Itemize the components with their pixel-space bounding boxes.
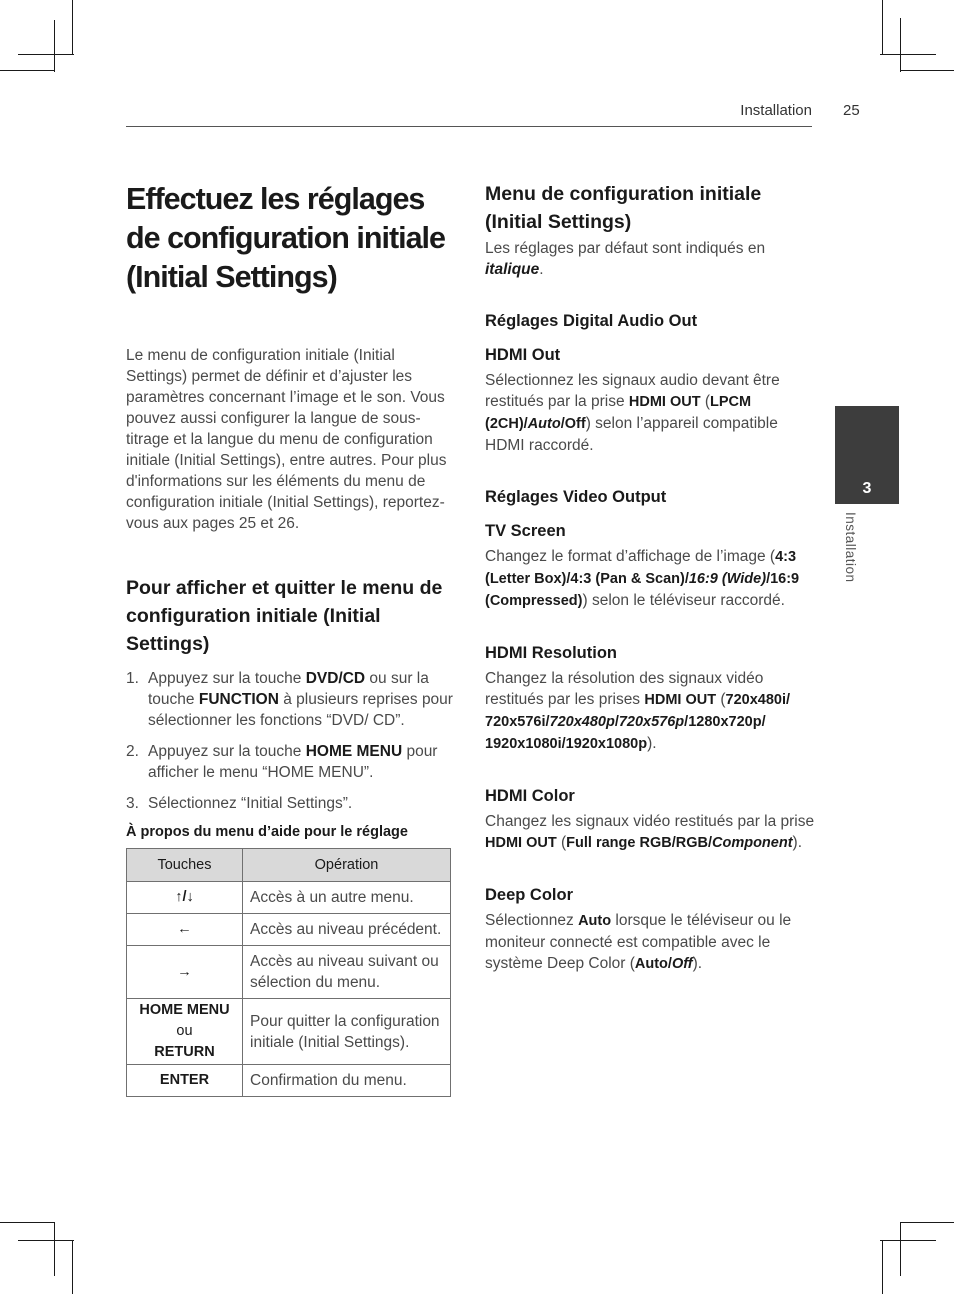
- item-desc-hdmi-resolution: Changez la résolution des signaux vidéo restitués par les prises HDMI OUT (720x480i/ 720x576i/720x480p/720x576p/1280x720p/ 1920x1080i/1920x1080p).: [485, 670, 791, 752]
- item-desc-deep-color: Sélectionnez Auto lorsque le téléviseur ou le moniteur connecté est compatible avec le système Deep Color (Auto/Off).: [485, 912, 792, 972]
- table-row: [127, 1065, 451, 1097]
- crop-mark: [882, 0, 883, 55]
- table-caption: À propos du menu d’aide pour le réglage: [126, 824, 408, 840]
- chapter-side-label: Installation: [843, 512, 858, 583]
- crop-mark: [18, 54, 74, 55]
- crop-mark: [72, 1240, 73, 1294]
- section-video-output: Réglages Video Output: [485, 488, 667, 506]
- running-header: Installation: [740, 102, 812, 119]
- crop-mark: [900, 18, 901, 72]
- table-row: [127, 999, 451, 1065]
- table-header-row: [127, 849, 451, 882]
- table-row: [127, 946, 451, 999]
- section-title-open-close: Pour afficher et quitter le menu de configuration initiale (Initial Settings): [126, 577, 443, 655]
- left-arrow-icon: ←: [127, 914, 243, 946]
- section-title-menu: Menu de configuration initiale (Initial Settings): [485, 183, 762, 233]
- defaults-note: Les réglages par défaut sont indiqués en italique.: [485, 240, 766, 278]
- crop-mark: [900, 70, 954, 71]
- table-cell: Accès à un autre menu.: [243, 882, 451, 914]
- crop-mark: [882, 1240, 883, 1294]
- item-desc-hdmi-out: Sélectionnez les signaux audio devant être restitués par la prise HDMI OUT (LPCM (2CH)/Auto/Off) selon l’appareil compatible HDMI raccordé.: [485, 372, 780, 454]
- left-column: [126, 180, 456, 1097]
- crop-mark: [880, 1240, 936, 1241]
- up-down-arrow-icon: ↑/↓: [127, 882, 243, 914]
- right-column: [485, 180, 815, 975]
- page-title: Effectuez les réglages de configuration initiale (Initial Settings): [126, 182, 445, 294]
- crop-mark: [900, 1222, 954, 1223]
- crop-mark: [880, 54, 936, 55]
- item-desc-hdmi-color: Changez les signaux vidéo restitués par la prise HDMI OUT (Full range RGB/RGB/Component).: [485, 813, 815, 851]
- table-cell: Accès au niveau suivant ou sélection du menu.: [243, 946, 451, 999]
- item-title-tv-screen: TV Screen: [485, 522, 566, 540]
- section-digital-audio-out: Réglages Digital Audio Out: [485, 312, 698, 330]
- intro-paragraph: Le menu de configuration initiale (Initial Settings) permet de définir et d’ajuster les paramètres concernant l’image et le son. Vous pouvez aussi configurer la langue de sous-titrage et la langue du menu de configuration initiale (Initial Settings), entre autres. Pour plus d'informations sur les éléments du menu de configuration initiale (Initial Settings), reportez-vous aux pages 25 et 26.: [126, 347, 447, 532]
- item-title-deep-color: Deep Color: [485, 886, 574, 904]
- crop-mark: [900, 1222, 901, 1276]
- right-arrow-icon: →: [127, 946, 243, 999]
- crop-mark: [54, 1222, 55, 1276]
- steps-list: [126, 668, 456, 814]
- item-desc-tv-screen: Changez le format d’affichage de l’image (4:3 (Letter Box)/4:3 (Pan & Scan)/16:9 (Wide)/16:9 (Compressed)) selon le téléviseur raccordé.: [485, 548, 800, 609]
- table-cell: ENTER: [127, 1065, 243, 1097]
- table-row: [127, 914, 451, 946]
- chapter-number: 3: [862, 480, 872, 497]
- key-operation-table: [126, 848, 451, 1097]
- header-rule: [126, 126, 812, 127]
- item-title-hdmi-out: HDMI Out: [485, 346, 561, 364]
- crop-mark: [0, 70, 54, 71]
- table-cell: Pour quitter la configuration initiale (Initial Settings).: [243, 999, 451, 1065]
- list-item: 3. Sélectionnez “Initial Settings”.: [126, 795, 353, 812]
- crop-mark: [72, 0, 73, 55]
- table-cell: Confirmation du menu.: [243, 1065, 451, 1097]
- crop-mark: [0, 1222, 54, 1223]
- item-title-hdmi-color: HDMI Color: [485, 787, 575, 805]
- list-item: 2. Appuyez sur la touche HOME MENU pour afficher le menu “HOME MENU”.: [126, 743, 438, 781]
- chapter-tab: [835, 406, 899, 504]
- page-number: 25: [843, 102, 860, 119]
- crop-mark: [18, 1240, 74, 1241]
- item-title-hdmi-resolution: HDMI Resolution: [485, 644, 617, 662]
- list-item: 1. Appuyez sur la touche DVD/CD ou sur la touche FUNCTION à plusieurs reprises pour sélectionner les fonctions “DVD/ CD”.: [126, 670, 453, 729]
- table-cell: HOME MENU ou RETURN: [127, 999, 243, 1065]
- table-cell: Accès au niveau précédent.: [243, 914, 451, 946]
- table-header: Opération: [243, 849, 451, 882]
- table-header: Touches: [127, 849, 243, 882]
- crop-mark: [54, 20, 55, 72]
- table-row: [127, 882, 451, 914]
